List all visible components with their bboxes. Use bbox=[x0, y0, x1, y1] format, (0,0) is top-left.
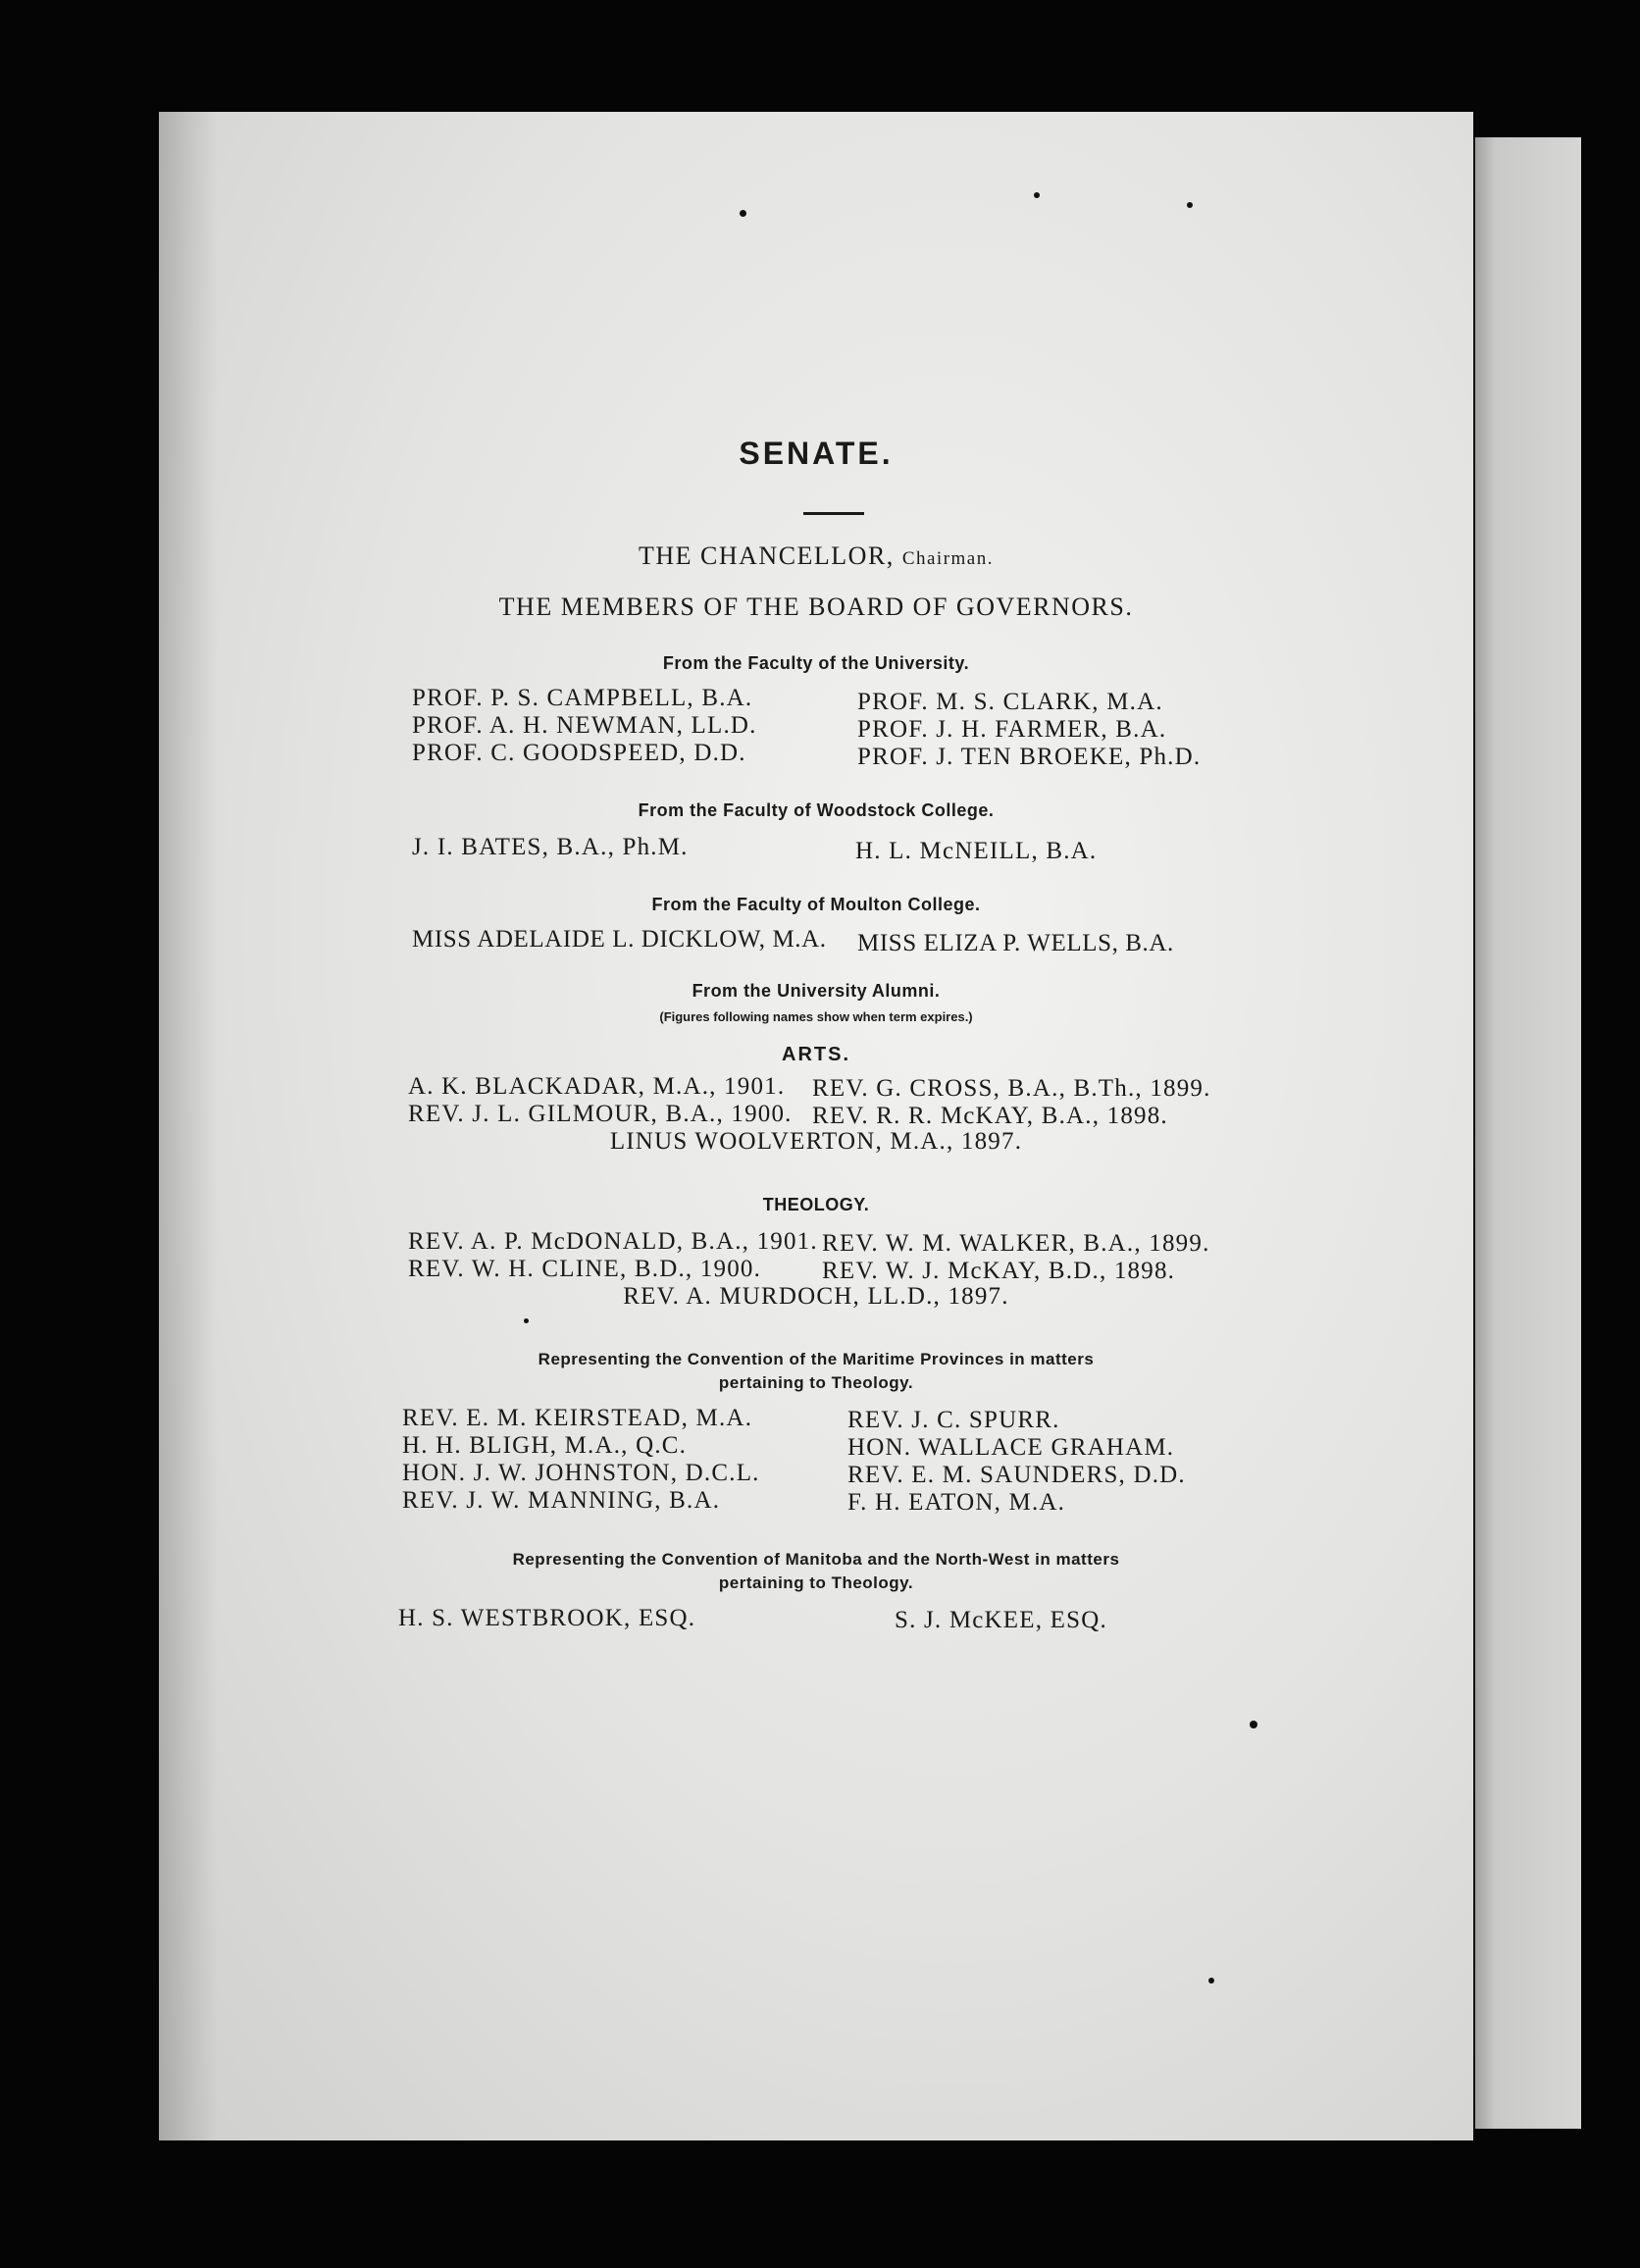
member-name: LINUS WOOLVERTON, M.A., 1897. bbox=[609, 1128, 1023, 1155]
scan-speck bbox=[1250, 1721, 1257, 1728]
member-name: A. K. BLACKADAR, M.A., 1901. bbox=[408, 1073, 786, 1100]
member-name: H. S. WESTBROOK, ESQ. bbox=[398, 1605, 696, 1631]
member-name: HON. J. W. JOHNSTON, D.C.L. bbox=[402, 1460, 760, 1486]
member-name: MISS ELIZA P. WELLS, B.A. bbox=[857, 930, 1174, 956]
document-page bbox=[159, 112, 1473, 2140]
member-name: HON. WALLACE GRAHAM. bbox=[847, 1434, 1175, 1461]
member-name: PROF. P. S. CAMPBELL, B.A. bbox=[412, 685, 753, 711]
title-rule bbox=[803, 512, 864, 515]
member-name: REV. W. H. CLINE, B.D., 1900. bbox=[408, 1256, 762, 1282]
member-name: H. H. BLIGH, M.A., Q.C. bbox=[402, 1432, 688, 1459]
member-name: REV. W. J. McKAY, B.D., 1898. bbox=[822, 1258, 1176, 1284]
member-name: REV. G. CROSS, B.A., B.Th., 1899. bbox=[812, 1075, 1211, 1102]
section-heading-woodstock: From the Faculty of Woodstock College. bbox=[638, 800, 995, 820]
section-heading-alumni: From the University Alumni. bbox=[692, 981, 941, 1001]
member-name: MISS ADELAIDE L. DICKLOW, M.A. bbox=[412, 926, 827, 953]
member-name: REV. J. C. SPURR. bbox=[847, 1407, 1060, 1433]
member-name: PROF. A. H. NEWMAN, LL.D. bbox=[412, 712, 757, 739]
scan-speck bbox=[524, 1318, 529, 1323]
section-heading-manitoba: Representing the Convention of Manitoba and the North-West in matters bbox=[512, 1550, 1120, 1569]
page-shadow bbox=[159, 112, 218, 2140]
section-heading-university-faculty: From the Faculty of the University. bbox=[662, 653, 970, 673]
chancellor-role: Chairman. bbox=[901, 548, 994, 569]
member-name: S. J. McKEE, ESQ. bbox=[895, 1607, 1107, 1633]
member-name: REV. E. M. SAUNDERS, D.D. bbox=[847, 1462, 1186, 1488]
facing-page-edge bbox=[1473, 137, 1581, 2129]
scan-speck bbox=[1187, 202, 1193, 208]
member-name: REV. W. M. WALKER, B.A., 1899. bbox=[822, 1230, 1210, 1257]
section-heading-maritime-line2: pertaining to Theology. bbox=[718, 1373, 914, 1392]
section-heading-arts: ARTS. bbox=[782, 1044, 850, 1065]
member-name: PROF. J. TEN BROEKE, Ph.D. bbox=[857, 744, 1202, 770]
scan-speck bbox=[1034, 192, 1040, 198]
member-name: PROF. C. GOODSPEED, D.D. bbox=[412, 740, 746, 766]
member-name: REV. J. L. GILMOUR, B.A., 1900. bbox=[408, 1101, 793, 1127]
section-heading-maritime: Representing the Convention of the Maritime Provinces in matters bbox=[538, 1350, 1095, 1368]
member-name: H. L. McNEILL, B.A. bbox=[855, 838, 1098, 864]
member-name: REV. R. R. McKAY, B.A., 1898. bbox=[812, 1103, 1168, 1129]
alumni-note: (Figures following names show when term expires.) bbox=[659, 1009, 973, 1024]
section-heading-moulton: From the Faculty of Moulton College. bbox=[651, 895, 981, 914]
chancellor-line bbox=[159, 541, 1473, 571]
section-heading-manitoba-line2: pertaining to Theology. bbox=[718, 1573, 914, 1592]
member-name: REV. A. P. McDONALD, B.A., 1901. bbox=[408, 1228, 818, 1255]
member-name: REV. J. W. MANNING, B.A. bbox=[402, 1487, 721, 1514]
section-heading-theology: THEOLOGY. bbox=[762, 1195, 870, 1214]
member-name: PROF. J. H. FARMER, B.A. bbox=[857, 716, 1167, 743]
member-name: PROF. M. S. CLARK, M.A. bbox=[857, 689, 1163, 715]
member-name: REV. E. M. KEIRSTEAD, M.A. bbox=[402, 1405, 753, 1431]
scan-speck bbox=[740, 210, 746, 217]
member-name: F. H. EATON, M.A. bbox=[847, 1489, 1066, 1516]
page-title: SENATE. bbox=[739, 436, 894, 471]
member-name: J. I. BATES, B.A., Ph.M. bbox=[412, 834, 689, 860]
member-name: REV. A. MURDOCH, LL.D., 1897. bbox=[623, 1283, 1009, 1310]
scan-speck bbox=[1208, 1978, 1214, 1984]
chancellor-text: THE CHANCELLOR, bbox=[638, 541, 902, 570]
board-line: THE MEMBERS OF THE BOARD OF GOVERNORS. bbox=[498, 593, 1134, 621]
